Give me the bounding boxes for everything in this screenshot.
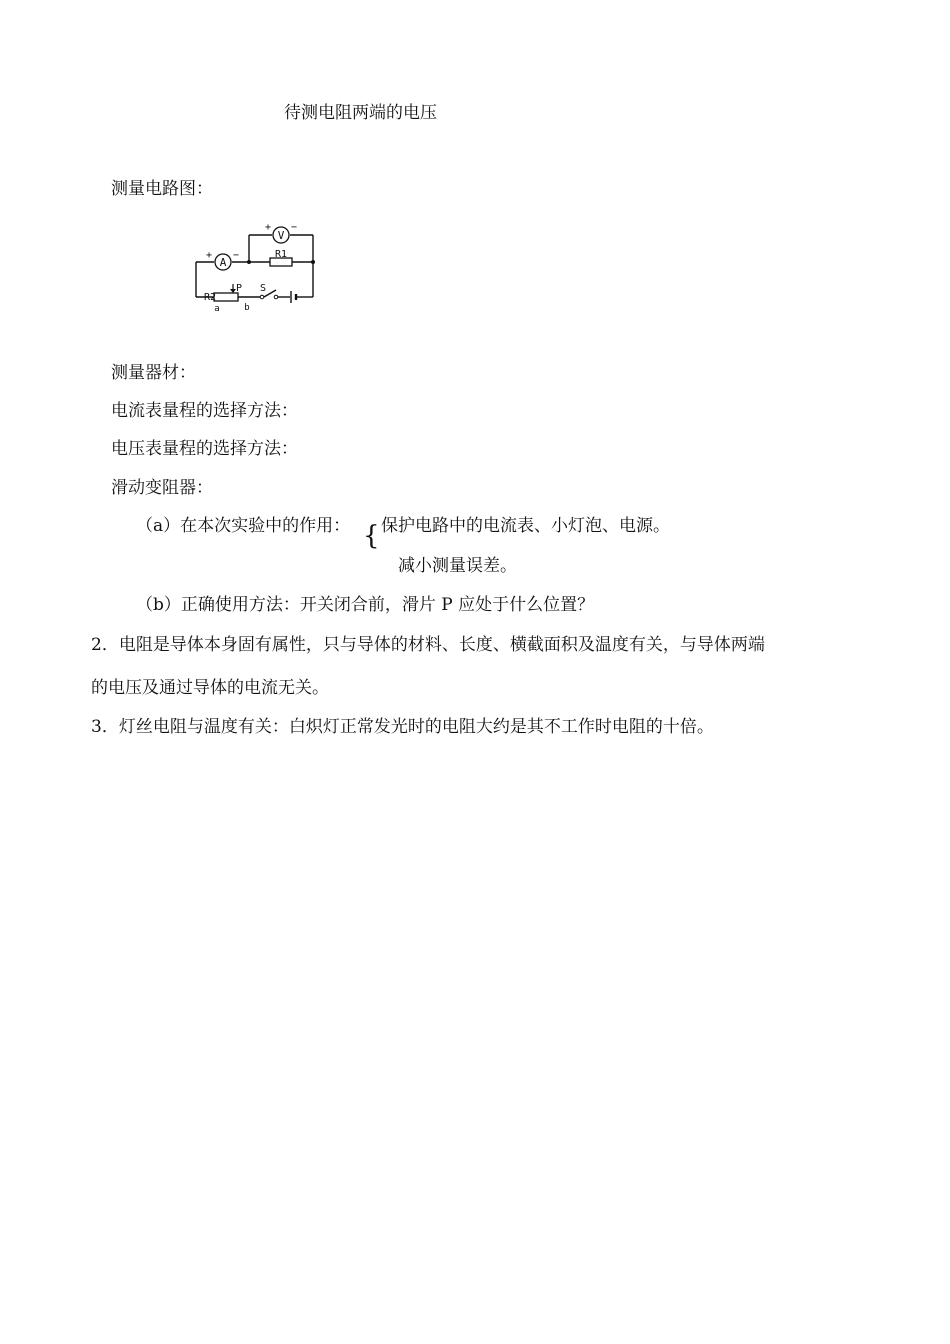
point-2-line-2: 的电压及通过导体的电流无关。 xyxy=(91,678,329,698)
ammeter-range-label: 电流表量程的选择方法： xyxy=(111,401,298,421)
slider-p-label: P xyxy=(235,283,243,294)
point-2-line-1: 2．电阻是导体本身固有属性，只与导体的材料、长度、横截面积及温度有关，与导体两端 xyxy=(91,635,765,655)
rheostat-usage: （b）正确使用方法：开关闭合前，滑片 P 应处于什么位置？ xyxy=(136,595,595,615)
circuit-diagram-label: 测量电路图： xyxy=(111,179,213,199)
point-3: 3．灯丝电阻与温度有关：白炽灯正常发光时的电阻大约是其不工作时电阻的十倍。 xyxy=(91,717,714,737)
voltmeter-minus: − xyxy=(290,222,298,233)
rheostat-role-prefix: （a）在本次实验中的作用： xyxy=(136,516,351,536)
rheostat-r2 xyxy=(214,293,238,301)
equipment-label: 测量器材： xyxy=(111,363,196,383)
rheostat-role-item-2: 减小测量误差。 xyxy=(398,556,517,576)
rheostat-label: 滑动变阻器： xyxy=(111,478,213,498)
ammeter-symbol: A xyxy=(219,256,227,269)
r1-label: R1 xyxy=(274,249,288,260)
ammeter-minus: − xyxy=(232,250,240,261)
header-line: 待测电阻两端的电压 xyxy=(284,103,437,123)
r2-label: R2 xyxy=(203,292,217,303)
voltmeter-range-label: 电压表量程的选择方法： xyxy=(111,439,298,459)
switch-s-label: S xyxy=(259,283,267,294)
terminal-a-label: a xyxy=(214,304,220,314)
battery-icon xyxy=(291,291,296,303)
rheostat-role-item-1: 保护电路中的电流表、小灯泡、电源。 xyxy=(381,516,670,536)
voltmeter-plus: + xyxy=(264,222,272,233)
ammeter-plus: + xyxy=(205,250,213,261)
voltmeter-symbol: V xyxy=(277,229,285,242)
terminal-b-label: b xyxy=(244,303,250,313)
curly-brace: { xyxy=(363,521,380,551)
circuit-diagram xyxy=(190,220,330,320)
